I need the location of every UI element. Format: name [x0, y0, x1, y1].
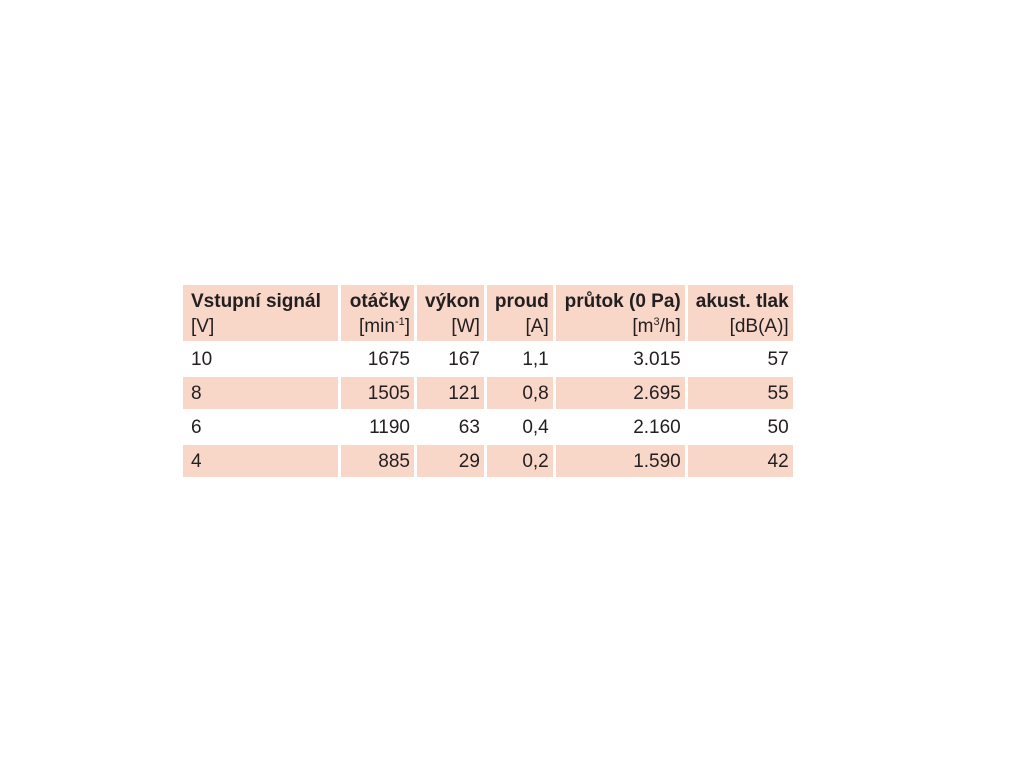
table-cell: 29: [417, 445, 484, 477]
table-cell: 50: [767, 416, 789, 438]
header-label: Vstupní signál: [191, 291, 321, 312]
header-input-signal: [183, 285, 338, 341]
header-airflow: [556, 285, 685, 341]
header-label: otáčky: [349, 291, 410, 312]
table-cell: 1,1: [522, 348, 549, 370]
header-unit: [W]: [451, 316, 480, 337]
table-cell: 57: [767, 348, 789, 370]
header-unit: [A]: [525, 316, 549, 337]
table-row: [183, 377, 793, 409]
table-cell: 1505: [341, 377, 414, 409]
table-row: [183, 411, 793, 443]
table-cell: 10: [191, 348, 213, 370]
unit-base: [m: [632, 316, 654, 337]
spec-table: [180, 283, 796, 479]
table-cell: 121: [417, 377, 484, 409]
header-label: průtok (0 Pa): [564, 291, 681, 312]
table-cell: 42: [688, 445, 793, 477]
table-cell: 0,4: [522, 416, 549, 438]
header-power: [417, 285, 484, 341]
header-sound-pressure: [688, 285, 793, 341]
table-cell: 55: [688, 377, 793, 409]
unit-tail: /h]: [659, 316, 681, 337]
header-speed: [341, 285, 414, 341]
table-cell: 885: [341, 445, 414, 477]
header-unit: [dB(A)]: [729, 316, 789, 337]
table-cell: 63: [458, 416, 480, 438]
table-cell: 4: [183, 445, 338, 477]
header-row: [183, 285, 793, 341]
table-cell: 2.160: [633, 416, 681, 438]
unit-tail: ]: [404, 316, 410, 337]
header-unit: [564, 317, 681, 336]
table-cell: 0,8: [487, 377, 553, 409]
header-current: [487, 285, 553, 341]
table-row: [183, 445, 793, 477]
header-label: proud: [494, 291, 549, 312]
table-cell: 8: [183, 377, 338, 409]
table-cell: 1.590: [556, 445, 685, 477]
table-cell: 167: [448, 348, 480, 370]
table-cell: 1190: [369, 416, 410, 438]
unit-superscript: -1: [394, 316, 405, 328]
table-cell: 3.015: [633, 348, 681, 370]
table-cell: 2.695: [556, 377, 685, 409]
header-unit: [V]: [191, 316, 215, 337]
unit-superscript: 3: [653, 316, 660, 328]
header-label: akust. tlak: [695, 291, 789, 312]
header-label: výkon: [425, 291, 480, 312]
table-row: [183, 343, 793, 375]
table-cell: 0,2: [487, 445, 553, 477]
header-unit: [349, 317, 410, 336]
unit-base: [min: [359, 316, 395, 337]
table-cell: 6: [191, 416, 202, 438]
table-cell: 1675: [367, 348, 410, 370]
